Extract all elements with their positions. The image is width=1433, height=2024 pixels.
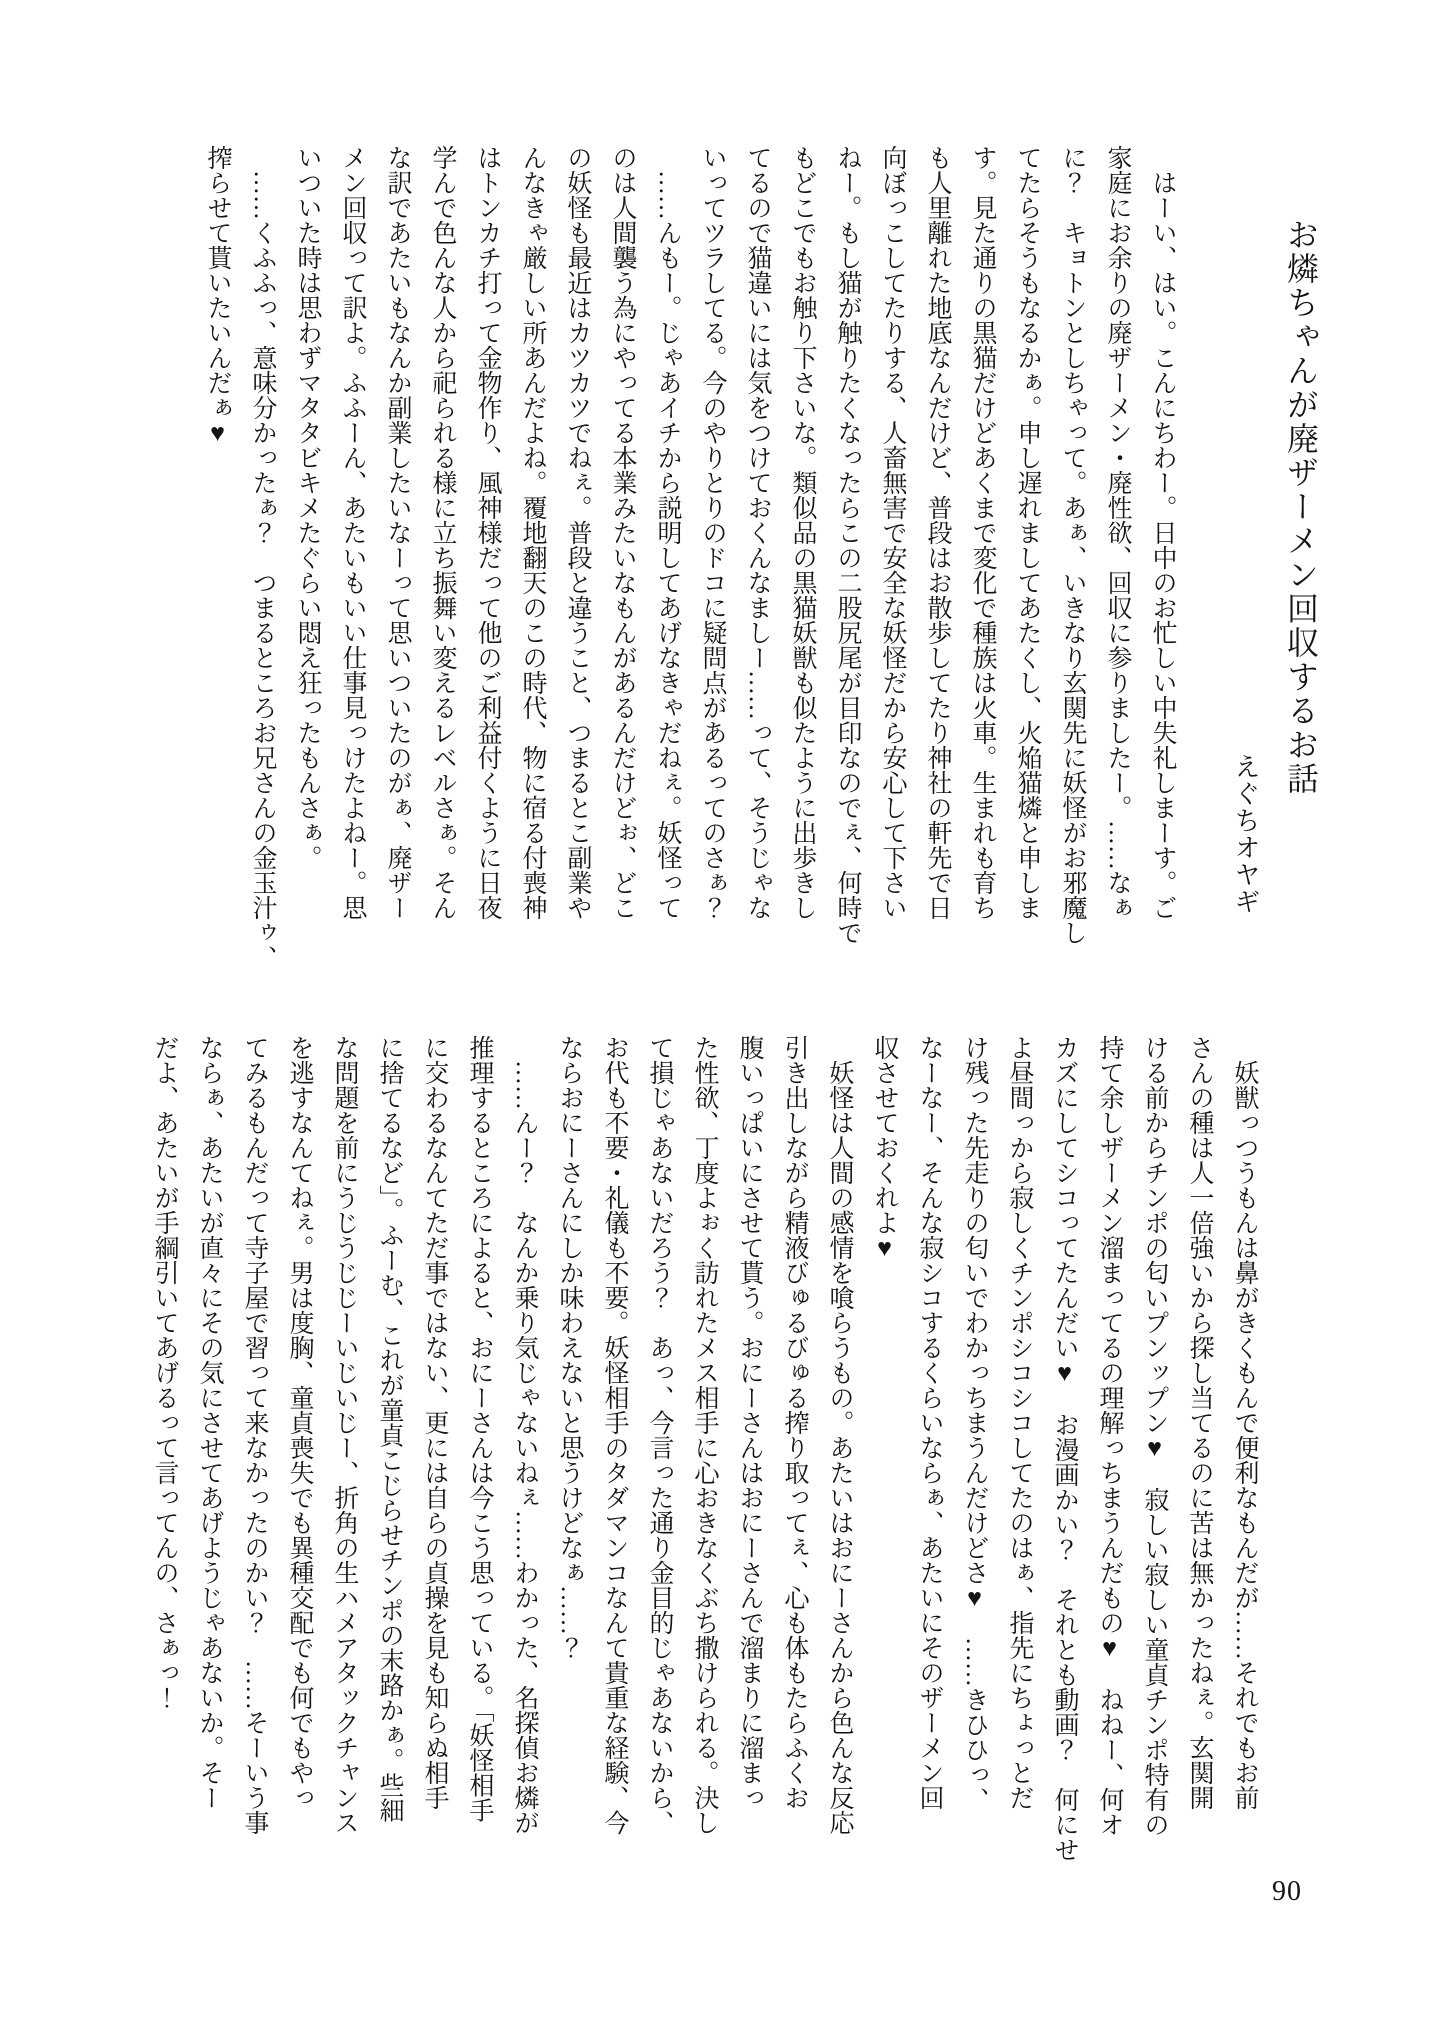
text-column: 腹いっぱいにさせて貰う。おにーさんはおにーさんで溜まりに溜まっ [736,1035,763,1810]
text-column: てみるもんだって寺子屋で習って来なかったのかい？ ……そーいう事 [241,1035,268,1835]
text-column: に？ キョトンとしちゃって。あぁ、いきなり玄関先に妖怪がお邪魔し [1059,145,1086,945]
text-column: さんの種は人一倍強いから探し当てるのに苦は無かったねぇ。玄関開 [1186,1035,1213,1810]
text-column: 家庭にお余りの廃ザーメン・廃性欲、回収に参りましたー。……なぁ [1104,145,1131,920]
text-column: いついた時は思わずマタタビキメたぐらい悶え狂ったもんさぁ。 [294,145,321,870]
text-column: もどこでもお触り下さいな。類似品の黒猫妖獣も似たように出歩きし [789,145,816,920]
text-column: んなきゃ厳しい所あんだよね。覆地翻天のこの時代、物に宿る付喪神 [519,145,546,920]
author-name: えぐちオヤギ [1231,753,1260,915]
text-column: いってツラしてる。今のやりとりのドコに疑問点があるってのさぁ？ [699,145,726,920]
text-column: ならぁ、あたいが直々にその気にさせてあげようじゃあないか。そー [196,1035,223,1810]
text-column: はーい、はい。こんにちわー。日中のお忙しい中失礼しまーす。ご [1149,145,1176,920]
text-column: メン回収って訳よ。ふふーん、あたいもいい仕事見っけたよねー。思 [339,145,366,920]
text-column: 妖怪は人間の感情を喰らうもの。あたいはおにーさんから色んな反応 [826,1035,853,1835]
text-column: ……んもー。じゃあイチから説明してあげなきゃだねぇ。妖怪って [654,145,681,920]
text-column: も人里離れた地底なんだけど、普段はお散歩してたり神社の軒先で日 [924,145,951,920]
text-column: に交わるなんてただ事ではない、更には自らの貞操を見も知らぬ相手 [421,1035,448,1810]
text-column: ……んー？ なんか乗り気じゃないねぇ……わかった、名探偵お燐が [511,1035,538,1835]
text-column: てたらそうもなるかぁ。申し遅れましてあたくし、火焔猫燐と申しま [1014,145,1041,920]
text-column: 向ぼっこしてたりする、人畜無害で安全な妖怪だから安心して下さい [879,145,906,920]
text-column: に捨てるなど」。ふーむ、これが童貞こじらせチンポの末路かぁ。些細 [376,1035,403,1823]
story-title: お燐ちゃんが廃ザーメン回収するお話 [1283,218,1319,796]
text-column: の妖怪も最近はカツカツでねぇ。普段と違うこと、つまるとこ副業や [564,145,591,920]
text-column: お代も不要・礼儀も不要。妖怪相手のタダマンコなんて貴重な経験、今 [601,1035,628,1835]
text-column: ……くふふっ、意味分かったぁ？ つまるところお兄さんの金玉汁ゥ、 [249,145,276,970]
text-column: 持て余しザーメン溜まってるの理解っちまうんだもの♥ ねねー、何オ [1096,1035,1123,1837]
text-column: なーなー、そんな寂シコするくらいならぁ、あたいにそのザーメン回 [916,1035,943,1810]
text-column: ならおにーさんにしか味わえないと思うけどなぁ……？ [556,1035,583,1660]
text-column: を逃すなんてねぇ。男は度胸、童貞喪失でも異種交配でも何でもやっ [286,1035,313,1810]
page-number: 90 [1272,1876,1302,1907]
text-column: て損じゃあないだろう？ あっ、今言った通り金目的じゃあないから、 [646,1035,673,1835]
text-column: ねー。もし猫が触りたくなったらこの二股尻尾が目印なのでぇ、何時で [834,145,861,945]
text-column: 搾らせて貰いたいんだぁ♥ [204,145,231,447]
text-column: な問題を前にうじうじじーいじいじー、折角の生ハメアタックチャンス [331,1035,358,1835]
text-column: てるので猫違いには気をつけておくんなましー……って、そうじゃな [744,145,771,920]
text-column: す。見た通りの黒猫だけどあくまで変化で種族は火車。生まれも育ち [969,145,996,920]
text-column: だよ、あたいが手綱引いてあげるって言ってんの、さぁっ！ [151,1035,178,1710]
text-column: 引き出しながら精液びゅるびゅる搾り取ってぇ、心も体もたらふくお [781,1035,808,1810]
text-column: 妖獣っつうもんは鼻がきくもんで便利なもんだが……それでもお前 [1231,1035,1258,1810]
text-column: な訳であたいもなんか副業したいなーって思いついたのがぁ、廃ザー [384,145,411,920]
text-column: ける前からチンポの匂いプンップン♥ 寂しい寂しい童貞チンポ特有の [1141,1035,1168,1837]
bottom-text-block [137,1035,1267,1875]
text-column: のは人間襲う為にやってる本業みたいなもんがあるんだけどぉ、どこ [609,145,636,920]
text-column: はトンカチ打って金物作り、風神様だって他のご利益付くように日夜 [474,145,501,920]
text-column: カズにしてシコってたんだい♥ お漫画かい？ それとも動画？ 何にせ [1051,1035,1078,1862]
text-column: 収させておくれよ♥ [871,1035,898,1262]
text-column: け残った先走りの匂いでわかっちまうんだけどさ♥ ……きひひっ、 [961,1035,988,1812]
text-column: た性欲、丁度よぉく訪れたメス相手に心おきなくぶち撒けられる。決し [691,1035,718,1835]
text-column: 推理するところによると、おにーさんは今こう思っている。「妖怪相手 [466,1035,493,1823]
top-text-block [190,145,1185,985]
text-column: 学んで色んな人から祀られる様に立ち振舞い変えるレベルさぁ。そん [429,145,456,920]
text-column: よ昼間っから寂しくチンポシコシコしてたのはぁ、指先にちょっとだ [1006,1035,1033,1810]
